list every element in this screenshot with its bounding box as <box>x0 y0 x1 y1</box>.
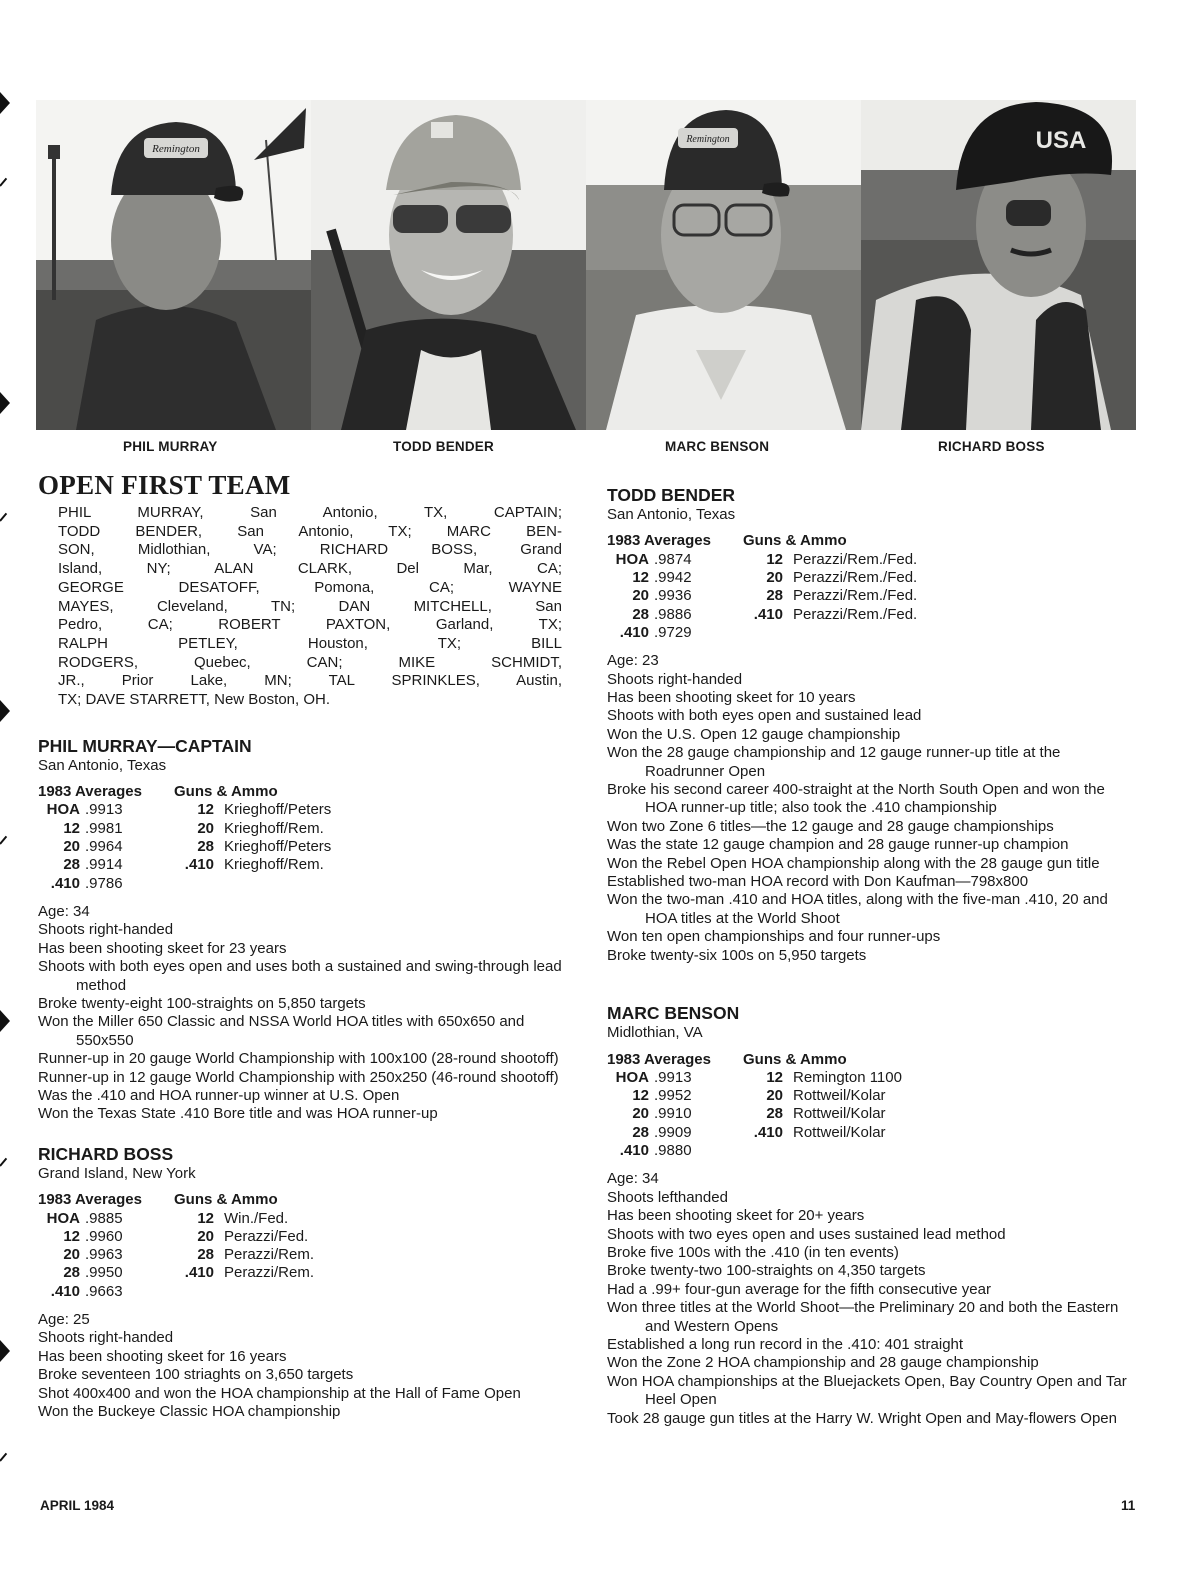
averages-header: 1983 Averages <box>607 1050 711 1068</box>
guns-header: Guns & Ammo <box>174 783 278 801</box>
gun-ammo: Krieghoff/Rem. <box>224 856 324 874</box>
fact-item: Broke five 100s with the .410 (in ten events) <box>607 1243 899 1261</box>
fact-item: Won the 28 gauge championship and 12 gauge runner-up title at the Roadrunner Open <box>607 744 1061 780</box>
average-row <box>607 569 743 587</box>
average-label: 28 <box>632 1123 649 1141</box>
average-label: 12 <box>63 819 80 837</box>
margin-arrow <box>0 92 10 114</box>
roster-line: Island, NY; ALAN CLARK, Del Mar, CA; <box>58 560 562 578</box>
photo-todd-bender <box>311 100 586 430</box>
fact-item: Broke twenty-six 100s on 5,950 targets <box>607 946 867 964</box>
fact-item: Won the Rebel Open HOA championship along with the 28 gauge gun title <box>607 854 1100 872</box>
gun-ammo: Perazzi/Fed. <box>224 1227 309 1245</box>
gun-row <box>174 820 331 838</box>
photo-marc-benson <box>586 100 861 430</box>
average-row <box>607 1087 743 1105</box>
fact-item: Broke twenty-eight 100-straights on 5,850 targets <box>38 994 366 1012</box>
fact-item: Won two Zone 6 titles—the 12 gauge and 28 gauge championships <box>607 817 1054 835</box>
gun-gauge: .410 <box>753 605 783 623</box>
facts-list <box>607 652 1135 965</box>
gun-row <box>174 1210 314 1228</box>
player-location: Grand Island, New York <box>38 1164 196 1182</box>
average-value: .9964 <box>85 838 123 856</box>
guns-table <box>743 1051 902 1161</box>
fact-item: Shoots with both eyes open and uses both a sustained and swing-through lead method <box>38 958 562 994</box>
average-value: .9729 <box>654 623 692 641</box>
guns-table <box>174 783 331 893</box>
fact-item: Was the .410 and HOA runner-up winner at U.S. Open <box>38 1086 400 1104</box>
average-value: .9963 <box>85 1246 123 1264</box>
fact-item: Shoots with both eyes open and sustained lead <box>607 707 922 725</box>
cap-logo: Remington <box>152 143 200 155</box>
average-label: .410 <box>50 874 80 892</box>
profile-todd-bender <box>607 485 1135 965</box>
fact-item: Established two-man HOA record with Don Kaufman—798x800 <box>607 873 1029 891</box>
average-label: .410 <box>619 1141 649 1159</box>
average-row <box>38 820 174 838</box>
margin-tick <box>0 836 7 845</box>
fact-item: Broke twenty-two 100-straights on 4,350 targets <box>607 1262 926 1280</box>
facts-list <box>38 903 562 1124</box>
gun-ammo: Perazzi/Rem./Fed. <box>793 550 918 568</box>
average-label: 12 <box>632 569 649 586</box>
roster-line: GEORGE DESATOFF, Pomona, CA; WAYNE <box>58 578 562 596</box>
gun-gauge: .410 <box>184 1264 214 1282</box>
roster-line: JR., Prior Lake, MN; TAL SPRINKLES, Austin, <box>58 672 562 690</box>
page-number: 11 <box>1121 1498 1136 1513</box>
fact-item: Has been shooting skeet for 10 years <box>607 689 856 706</box>
average-label: HOA <box>46 1209 80 1227</box>
photo-richard-boss <box>861 100 1136 430</box>
gun-ammo: Perazzi/Rem. <box>224 1246 315 1264</box>
fact-item: Was the state 12 gauge champion and 28 gauge runner-up champion <box>607 836 1069 854</box>
averages-header: 1983 Averages <box>38 1191 142 1209</box>
gun-row <box>174 801 331 819</box>
fact-item: Won the Texas State .410 Bore title and was HOA runner-up <box>38 1105 438 1123</box>
average-value: .9913 <box>654 1068 692 1086</box>
average-label: HOA <box>615 550 649 568</box>
average-value: .9913 <box>85 801 123 819</box>
gun-row <box>174 1264 314 1282</box>
gun-gauge: 12 <box>766 550 783 568</box>
average-label: 20 <box>63 1246 80 1264</box>
gun-gauge: 20 <box>766 1087 783 1105</box>
average-value: .9960 <box>85 1227 123 1245</box>
average-value: .9886 <box>654 605 692 623</box>
fact-item: Shoots with two eyes open and uses sustained lead method <box>607 1225 1006 1243</box>
fact-item: Won the U.S. Open 12 gauge championship <box>607 725 901 743</box>
margin-arrow <box>0 392 10 414</box>
average-value: .9950 <box>85 1264 123 1282</box>
fact-item: Won HOA championships at the Bluejackets Open, Bay Country Open and Tar Heel Open <box>607 1372 1127 1409</box>
average-row <box>607 1124 743 1142</box>
gun-ammo: Perazzi/Rem./Fed. <box>793 605 918 623</box>
average-row <box>38 875 174 893</box>
player-name: MARC BENSON <box>607 1003 740 1024</box>
average-label: 28 <box>632 605 649 623</box>
photo-strip <box>36 100 1136 430</box>
average-row <box>607 587 743 605</box>
profile-marc-benson <box>607 1003 1135 1428</box>
cap-logo: Remington <box>686 134 730 145</box>
fact-item: Age: 25 <box>38 1310 90 1328</box>
average-row <box>607 1142 743 1160</box>
fact-item: Won the Zone 2 HOA championship and 28 gauge championship <box>607 1354 1039 1372</box>
fact-item: Won the Buckeye Classic HOA championship <box>38 1403 341 1421</box>
average-value: .9880 <box>654 1141 692 1159</box>
average-label: HOA <box>46 801 80 819</box>
gun-row <box>174 1246 314 1264</box>
photo-caption: RICHARD BOSS <box>938 439 1045 454</box>
average-label: 12 <box>63 1227 80 1245</box>
gun-ammo: Perazzi/Rem./Fed. <box>793 569 918 586</box>
left-column <box>38 470 562 1421</box>
margin-arrow <box>0 1010 10 1032</box>
fact-item: Age: 34 <box>607 1170 659 1188</box>
stats-block <box>607 532 1135 642</box>
gun-gauge: 28 <box>766 1105 783 1123</box>
gun-gauge: 28 <box>197 1246 214 1264</box>
average-row <box>38 801 174 819</box>
fact-item: Shoots lefthanded <box>607 1188 728 1206</box>
average-label: .410 <box>619 623 649 641</box>
average-label: 20 <box>632 587 649 605</box>
gun-ammo: Rottweil/Kolar <box>793 1123 886 1141</box>
fact-item: Had a .99+ four-gun average for the fifth consecutive year <box>607 1280 991 1298</box>
gun-gauge: 12 <box>197 1209 214 1227</box>
roster-line: RALPH PETLEY, Houston, TX; BILL <box>58 634 562 652</box>
average-label: 20 <box>632 1105 649 1123</box>
average-label: .410 <box>50 1282 80 1300</box>
averages-table <box>38 783 174 893</box>
average-row <box>607 551 743 569</box>
guns-header: Guns & Ammo <box>174 1191 278 1209</box>
margin-arrow <box>0 700 10 722</box>
average-row <box>607 1069 743 1087</box>
fact-item: Took 28 gauge gun titles at the Harry W. Wright Open and May-flowers Open <box>607 1409 1117 1427</box>
gun-row <box>174 838 331 856</box>
gun-row <box>743 1124 902 1142</box>
average-row <box>38 1228 174 1246</box>
averages-table <box>607 532 743 642</box>
gun-row <box>743 606 917 624</box>
fact-item: Shoots right-handed <box>38 1329 174 1347</box>
stats-block <box>607 1051 1135 1161</box>
fact-item: Shot 400x400 and won the HOA championship at the Hall of Fame Open <box>38 1384 521 1402</box>
gun-ammo: Perazzi/Rem. <box>224 1264 315 1282</box>
average-value: .9874 <box>654 550 692 568</box>
fact-item: Shoots right-handed <box>38 921 174 939</box>
fact-item: Shoots right-handed <box>607 670 743 688</box>
average-row <box>38 1210 174 1228</box>
stats-block <box>38 783 562 893</box>
roster-line: MAYES, Cleveland, TN; DAN MITCHELL, San <box>58 597 562 615</box>
average-row <box>38 1246 174 1264</box>
margin-tick <box>0 1453 7 1462</box>
gun-ammo: Krieghoff/Peters <box>224 801 332 819</box>
gun-ammo: Rottweil/Kolar <box>793 1087 886 1105</box>
gun-row <box>743 587 917 605</box>
stats-block <box>38 1191 562 1301</box>
gun-row <box>743 569 917 587</box>
average-row <box>38 1264 174 1282</box>
cap-logo: USA <box>1035 127 1087 154</box>
profile-richard-boss <box>38 1144 562 1422</box>
average-value: .9885 <box>85 1209 123 1227</box>
average-value: .9909 <box>654 1123 692 1141</box>
gun-gauge: 12 <box>766 1068 783 1086</box>
guns-header: Guns & Ammo <box>743 1050 847 1068</box>
gun-gauge: 20 <box>197 1227 214 1245</box>
average-value: .9663 <box>85 1282 123 1300</box>
player-location: Midlothian, VA <box>607 1024 703 1042</box>
roster-line: TODD BENDER, San Antonio, TX; MARC BEN- <box>58 522 562 540</box>
gun-ammo: Remington 1100 <box>793 1068 902 1086</box>
averages-table <box>38 1191 174 1301</box>
fact-item: Has been shooting skeet for 16 years <box>38 1347 287 1365</box>
gun-row <box>743 1105 902 1123</box>
fact-item: Has been shooting skeet for 20+ years <box>607 1207 865 1225</box>
roster-line: TX; DAVE STARRETT, New Boston, OH. <box>58 691 331 709</box>
fact-item: Won the two-man .410 and HOA titles, along with the five-man .410, 20 and HOA titles at the World Shoot <box>607 891 1108 927</box>
average-label: 12 <box>632 1087 649 1105</box>
photo-caption: TODD BENDER <box>393 439 494 454</box>
average-value: .9952 <box>654 1087 692 1105</box>
fact-item: Runner-up in 12 gauge World Championship with 250x250 (46-round shootoff) <box>38 1068 559 1086</box>
player-name: PHIL MURRAY—CAPTAIN <box>38 735 252 756</box>
margin-arrow <box>0 1340 10 1362</box>
fact-item: Age: 34 <box>38 902 90 920</box>
fact-item: Won the Miller 650 Classic and NSSA World HOA titles with 650x650 and 550x550 <box>38 1013 525 1049</box>
gun-ammo: Rottweil/Kolar <box>793 1105 886 1123</box>
roster-line: PHIL MURRAY, San Antonio, TX, CAPTAIN; <box>58 504 562 521</box>
fact-item: Established a long run record in the .410: 401 straight <box>607 1335 964 1353</box>
player-location: San Antonio, Texas <box>38 756 167 774</box>
average-value: .9942 <box>654 569 692 586</box>
player-name: RICHARD BOSS <box>38 1143 174 1164</box>
team-title: OPEN FIRST TEAM <box>38 470 291 500</box>
gun-gauge: .410 <box>184 856 214 874</box>
team-roster <box>38 504 562 710</box>
margin-tick <box>0 1158 7 1167</box>
averages-table <box>607 1051 743 1161</box>
averages-header: 1983 Averages <box>38 783 142 801</box>
gun-gauge: 28 <box>197 838 214 856</box>
average-row <box>38 1283 174 1301</box>
gun-gauge: 12 <box>197 801 214 819</box>
photo-caption: MARC BENSON <box>665 439 770 454</box>
guns-table <box>174 1191 314 1301</box>
issue-date: APRIL 1984 <box>40 1498 115 1513</box>
guns-table <box>743 532 917 642</box>
gun-row <box>743 1069 902 1087</box>
fact-item: Age: 23 <box>607 652 659 670</box>
average-row <box>38 856 174 874</box>
average-value: .9910 <box>654 1105 692 1123</box>
roster-line: SON, Midlothian, VA; RICHARD BOSS, Grand <box>58 541 562 559</box>
player-name: TODD BENDER <box>607 485 736 505</box>
gun-ammo: Perazzi/Rem./Fed. <box>793 587 918 605</box>
gun-gauge: .410 <box>753 1123 783 1141</box>
gun-row <box>174 1228 314 1246</box>
average-value: .9786 <box>85 874 123 892</box>
average-label: HOA <box>615 1068 649 1086</box>
average-row <box>607 1105 743 1123</box>
roster-line: Pedro, CA; ROBERT PAXTON, Garland, TX; <box>58 616 562 634</box>
guns-header: Guns & Ammo <box>743 532 847 550</box>
gun-gauge: 20 <box>766 569 783 586</box>
average-label: 28 <box>63 856 80 874</box>
facts-list <box>607 1170 1135 1428</box>
average-row <box>38 838 174 856</box>
margin-tick <box>0 513 7 522</box>
player-location: San Antonio, Texas <box>607 506 736 523</box>
gun-gauge: 20 <box>197 819 214 837</box>
gun-row <box>743 551 917 569</box>
average-row <box>607 606 743 624</box>
average-value: .9914 <box>85 856 123 874</box>
gun-gauge: 28 <box>766 587 783 605</box>
roster-line: RODGERS, Quebec, CAN; MIKE SCHMIDT, <box>58 653 562 671</box>
fact-item: Has been shooting skeet for 23 years <box>38 939 287 957</box>
photo-caption: PHIL MURRAY <box>123 439 218 454</box>
fact-item: Broke his second career 400-straight at the North South Open and won the HOA runner-up title; also took the .410 championship <box>607 781 1105 817</box>
photo-phil-murray <box>36 100 311 430</box>
gun-ammo: Krieghoff/Rem. <box>224 819 324 837</box>
gun-row <box>174 856 331 874</box>
average-row <box>607 624 743 642</box>
fact-item: Won ten open championships and four runner-ups <box>607 928 941 946</box>
profile-phil-murray <box>38 736 562 1124</box>
averages-header: 1983 Averages <box>607 532 711 550</box>
gun-ammo: Win./Fed. <box>224 1209 289 1227</box>
facts-list <box>38 1311 562 1421</box>
fact-item: Runner-up in 20 gauge World Championship with 100x100 (28-round shootoff) <box>38 1050 559 1068</box>
average-label: 20 <box>63 838 80 856</box>
fact-item: Broke seventeen 100 striaghts on 3,650 targets <box>38 1366 354 1384</box>
gun-row <box>743 1087 902 1105</box>
right-column <box>607 485 1135 1428</box>
average-value: .9981 <box>85 819 123 837</box>
average-value: .9936 <box>654 587 692 605</box>
fact-item: Won three titles at the World Shoot—the Preliminary 20 and both the Eastern and Western Opens <box>607 1299 1119 1335</box>
margin-tick <box>0 178 7 187</box>
gun-ammo: Krieghoff/Peters <box>224 838 332 856</box>
average-label: 28 <box>63 1264 80 1282</box>
